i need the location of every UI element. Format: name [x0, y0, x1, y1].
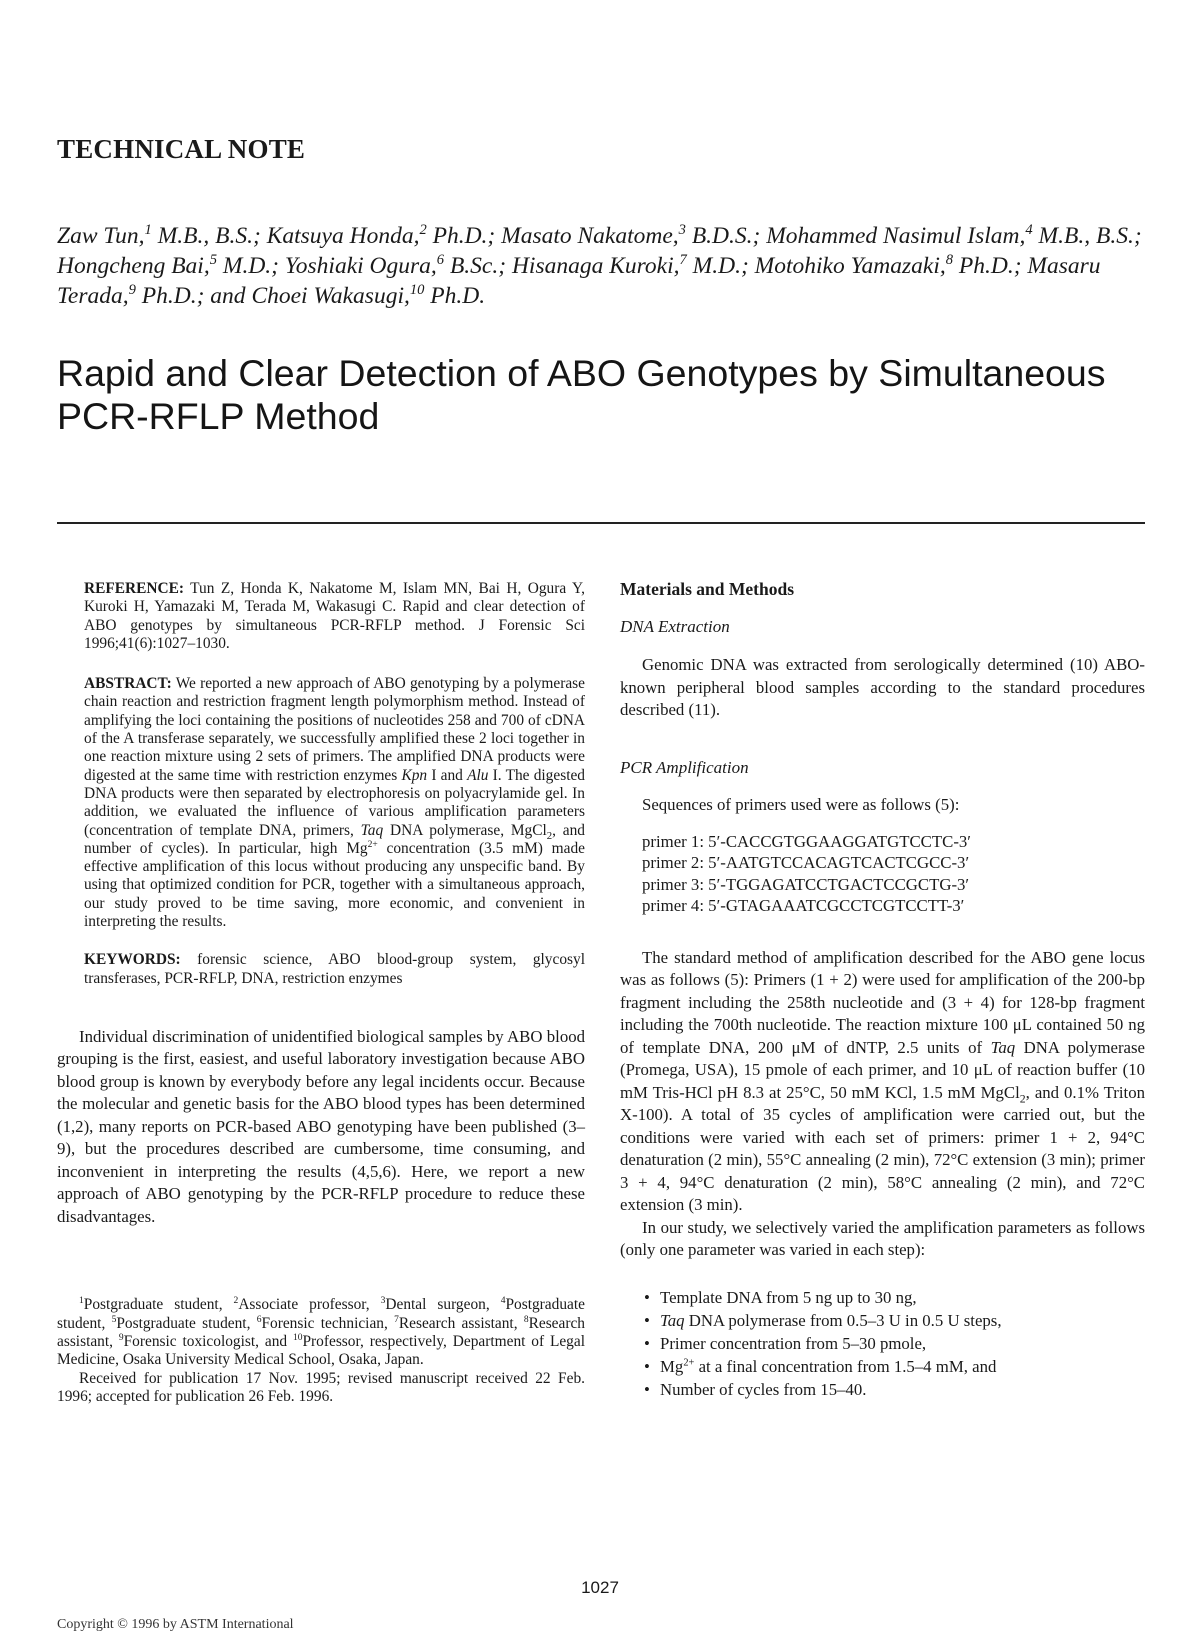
- paragraph-text: , and 0.1% Triton X-100). A total of 35 cycles of amplification were carried out, but the conditions were varied with each set of primers: primer 1 + 2, 94°C denaturation (2 min), 55°C annealing (2 min), 72°C extension (3 min); primer 3 + 4, 94°C denaturation (2 min), 58°C annealing (2 min), and 72°C extension (3 min).: [620, 1082, 1145, 1214]
- footnote-text: Forensic toxicologist, and: [123, 1333, 293, 1351]
- abstract-italic-term: Taq: [360, 821, 384, 839]
- bullet-icon: •: [644, 1287, 650, 1307]
- bullet-text: Number of cycles from 15–40.: [660, 1379, 867, 1399]
- author-affiliation-mark: 7: [679, 252, 687, 269]
- primer-sequence: primer 2: 5′-AATGTCCACAGTCACTCGCC-3′: [642, 853, 970, 872]
- footnote-mark: 9: [118, 1331, 124, 1343]
- author-affiliation-mark: 4: [1025, 222, 1033, 239]
- subsection-heading-dna-extraction: DNA Extraction: [620, 616, 730, 636]
- abstract-text: I. The digested DNA products were then separated by electrophoresis on polyacrylamide gel. In addition, we evaluated the influence of various amplification parameters (concentration of template DNA, primers,: [84, 766, 586, 839]
- author-name: Zaw Tun,: [57, 223, 145, 249]
- paragraph-text: DNA polymerase (Promega, USA), 15 pmole of each primer, and 10 μL of reaction buffer (10 mM Tris-HCl pH 8.3 at 25°C, 50 mM KCl, 1.5 mM MgCl: [620, 1037, 1145, 1102]
- page-number: 1027: [581, 1578, 619, 1597]
- author-name: Masaru Terada,: [57, 253, 1101, 309]
- bullet-item: [620, 1332, 1145, 1355]
- footnote-mark: 7: [394, 1313, 399, 1325]
- bullet-item: [620, 1286, 1145, 1309]
- primer-list: [620, 831, 1145, 917]
- bullet-superscript: 2+: [683, 1356, 695, 1368]
- section-heading-methods: Materials and Methods: [620, 579, 795, 599]
- keywords-label: KEYWORDS:: [84, 951, 181, 969]
- paragraph-text: The standard method of amplification described for the ABO gene locus was as follows (5): Primers (1 + 2) were used for amplification of the 200-bp fragment including the 258th nucleotide and (3 + 4) for 128-bp fragment including the 700th nucleotide. The reaction mixture 100 μL contained 50 ng of template DNA, 200 μM of dNTP, 2.5 units of: [620, 947, 1145, 1057]
- abstract-subscript: 2: [546, 829, 553, 842]
- footnote-text: Dental surgeon,: [385, 1296, 501, 1314]
- author-name: Katsuya Honda,: [266, 223, 420, 249]
- author-degree: M.B., B.S.;: [151, 223, 267, 249]
- bullet-text: at a final concentration from 1.5–4 mM, and: [694, 1356, 997, 1376]
- reference-text: Tun Z, Honda K, Nakatome M, Islam MN, Bai H, Ogura Y, Kuroki H, Yamazaki M, Terada M, Wakasugi C. Rapid and clear detection of ABO genotypes by simultaneous PCR-RFLP method. J Forensic Sci 1996;41(6):1027–1030.: [84, 580, 585, 652]
- paper-title-line: Rapid and Clear Detection of ABO Genotypes by Simultaneous: [57, 352, 1106, 394]
- primer-sequence: primer 3: 5′-TGGAGATCCTGACTCCGCTG-3′: [642, 874, 970, 894]
- footnote-text: Postgraduate student,: [116, 1314, 257, 1332]
- abstract-text: , and number of cycles). In particular, high Mg: [84, 821, 586, 857]
- author-degree: M.D.;: [217, 253, 285, 279]
- footnote-mark: 3: [380, 1295, 386, 1307]
- author-affiliation-mark: 10: [409, 282, 425, 299]
- author-name: Masato Nakatome,: [501, 223, 679, 249]
- primer-sequence: primer 4: 5′-GTAGAAATCGCCTCGTCCTT-3′: [642, 896, 965, 915]
- author-degree: M.D.;: [686, 253, 755, 279]
- author-affiliation-mark: 6: [436, 252, 445, 269]
- author-degree: Ph.D.; and: [135, 283, 252, 309]
- keywords-text: forensic science, ABO blood-group system, glycosyl transferases, PCR-RFLP, DNA, restriction enzymes: [84, 951, 585, 987]
- bullet-icon: •: [644, 1333, 650, 1353]
- abstract-text: concentration (3.5 mM) made effective amplification of this locus without producing any unspecific band. By using that optimized condition for PCR, together with a simultaneous approach, our study proved to be time saving, more economic, and convenient in interpreting the results.: [84, 839, 585, 931]
- bullet-text: Primer concentration from 5–30 pmole,: [660, 1333, 927, 1353]
- abstract-italic-term: Alu: [467, 766, 489, 784]
- paper-title: [57, 352, 1157, 438]
- footnote-affiliations: [57, 1296, 585, 1369]
- abstract-text: I and: [427, 766, 468, 784]
- footnote-mark: 1: [79, 1295, 84, 1307]
- bullet-text: Mg: [660, 1356, 684, 1376]
- abstract-superscript: 2+: [367, 838, 378, 850]
- italic-term: Taq: [990, 1037, 1016, 1057]
- author-degree: Ph.D.;: [426, 223, 502, 249]
- bullet-item: [620, 1355, 1145, 1378]
- subsection-heading-pcr: PCR Amplification: [620, 757, 749, 777]
- intro-paragraph: Individual discrimination of unidentified biological samples by ABO blood grouping is the first, easiest, and useful laboratory investigation because ABO blood group is known by everybody before any legal incidents occur. Because the molecular and genetic basis for the ABO blood types has been determined (1,2), many reports on PCR-based ABO genotyping have been published (3–9), but the procedures described are cumbersome, time consuming, and inconvenient in interpreting the results (4,5,6). Here, we report a new approach of ABO genotyping by the PCR-RFLP procedure to reduce these disadvantages.: [57, 1026, 585, 1226]
- abstract-text: We reported a new approach of ABO genotyping by a polymerase chain reaction and restriction fragment length polymorphism method. Instead of amplifying the loci containing the positions of nucleotides 258 and 700 of cDNA of the A transferase separately, we successfully amplified these 2 loci together in one reaction mixture using 2 sets of primers. The amplified DNA products were digested at the same time with restriction enzymes: [84, 675, 585, 784]
- dna-extraction-paragraph: Genomic DNA was extracted from serologically determined (10) ABO-known peripheral blood samples according to the standard procedures described (11).: [620, 655, 1145, 719]
- author-degree: Ph.D.;: [953, 253, 1028, 279]
- author-affiliation-mark: 2: [419, 222, 427, 239]
- abstract-block: [57, 675, 585, 931]
- footnote-mark: 8: [523, 1313, 529, 1325]
- footnote-text: Postgraduate student,: [57, 1296, 585, 1332]
- footnote-text: Professor, respectively, Department of Legal Medicine, Osaka University Medical School, Osaka, Japan.: [57, 1333, 585, 1369]
- author-affiliation-mark: 8: [945, 252, 954, 269]
- footnote-received: Received for publication 17 Nov. 1995; revised manuscript received 22 Feb. 1996; accepted for publication 26 Feb. 1996.: [57, 1369, 585, 1405]
- header-divider: [57, 522, 1145, 524]
- footnote-mark: 2: [233, 1295, 239, 1307]
- author-name: Yoshiaki Ogura,: [284, 253, 437, 279]
- footnote-text: Research assistant,: [57, 1314, 585, 1351]
- left-column: [57, 580, 585, 1406]
- author-affiliation-mark: 9: [128, 282, 136, 299]
- bullet-italic-term: Taq: [660, 1310, 685, 1330]
- author-degree: Ph.D.: [424, 283, 486, 309]
- bullet-text: DNA polymerase from 0.5–3 U in 0.5 U steps,: [684, 1310, 1002, 1330]
- author-affiliation-mark: 1: [144, 222, 152, 239]
- subscript: 2: [1019, 1091, 1026, 1105]
- author-name: Hisanaga Kuroki,: [511, 253, 680, 279]
- author-name: Mohammed Nasimul Islam,: [766, 223, 1026, 249]
- footnote: [57, 1296, 585, 1406]
- keywords-block: [57, 951, 585, 988]
- author-name: Motohiko Yamazaki,: [754, 253, 946, 279]
- author-affiliation-mark: 3: [678, 222, 686, 239]
- bullet-text: Template DNA from 5 ng up to 30 ng,: [660, 1287, 917, 1307]
- footnote-text: Research assistant,: [398, 1314, 524, 1332]
- reference-label: REFERENCE:: [84, 580, 185, 597]
- footnote-mark: 6: [256, 1313, 262, 1325]
- author-degree: M.B., B.S.;: [1032, 223, 1142, 249]
- footnote-mark: 4: [500, 1295, 506, 1307]
- bullet-icon: •: [644, 1379, 650, 1399]
- paper-title-line: PCR-RFLP Method: [57, 395, 380, 437]
- author-degree: B.Sc.;: [444, 253, 512, 279]
- abstract-label: ABSTRACT:: [84, 675, 172, 693]
- footnote-text: Associate professor,: [238, 1296, 381, 1314]
- parameter-bullet-list: [620, 1286, 1145, 1401]
- abstract-text: DNA polymerase, MgCl: [383, 821, 547, 839]
- bullet-icon: •: [644, 1356, 650, 1376]
- author-degree: B.D.S.;: [685, 223, 767, 249]
- primer-sequence: primer 1: 5′-CACCGTGGAAGGATGTCCTC-3′: [642, 831, 971, 851]
- right-column: [620, 580, 1145, 1401]
- author-name: Choei Wakasugi,: [251, 283, 410, 309]
- footnote-mark: 10: [292, 1331, 303, 1343]
- footnote-text: Forensic technician,: [261, 1314, 395, 1332]
- bullet-item: [620, 1378, 1145, 1401]
- author-name: Hongcheng Bai,: [57, 253, 210, 279]
- section-label: TECHNICAL NOTE: [57, 134, 306, 164]
- footnote-text: Postgraduate student,: [83, 1296, 234, 1314]
- reference-block: [57, 580, 585, 653]
- author-affiliation-mark: 5: [209, 252, 217, 269]
- author-list: [57, 221, 1147, 311]
- bullet-item: [620, 1309, 1145, 1332]
- abstract-italic-term: Kpn: [401, 766, 428, 784]
- bullet-icon: •: [644, 1310, 650, 1330]
- standard-method-paragraph: [620, 947, 1145, 1217]
- varied-parameters-intro: In our study, we selectively varied the amplification parameters as follows (only one parameter was varied in each step):: [620, 1217, 1145, 1259]
- footnote-mark: 5: [111, 1313, 117, 1325]
- primers-intro: Sequences of primers used were as follows (5):: [642, 795, 960, 814]
- copyright-notice: Copyright © 1996 by ASTM International: [57, 1617, 294, 1632]
